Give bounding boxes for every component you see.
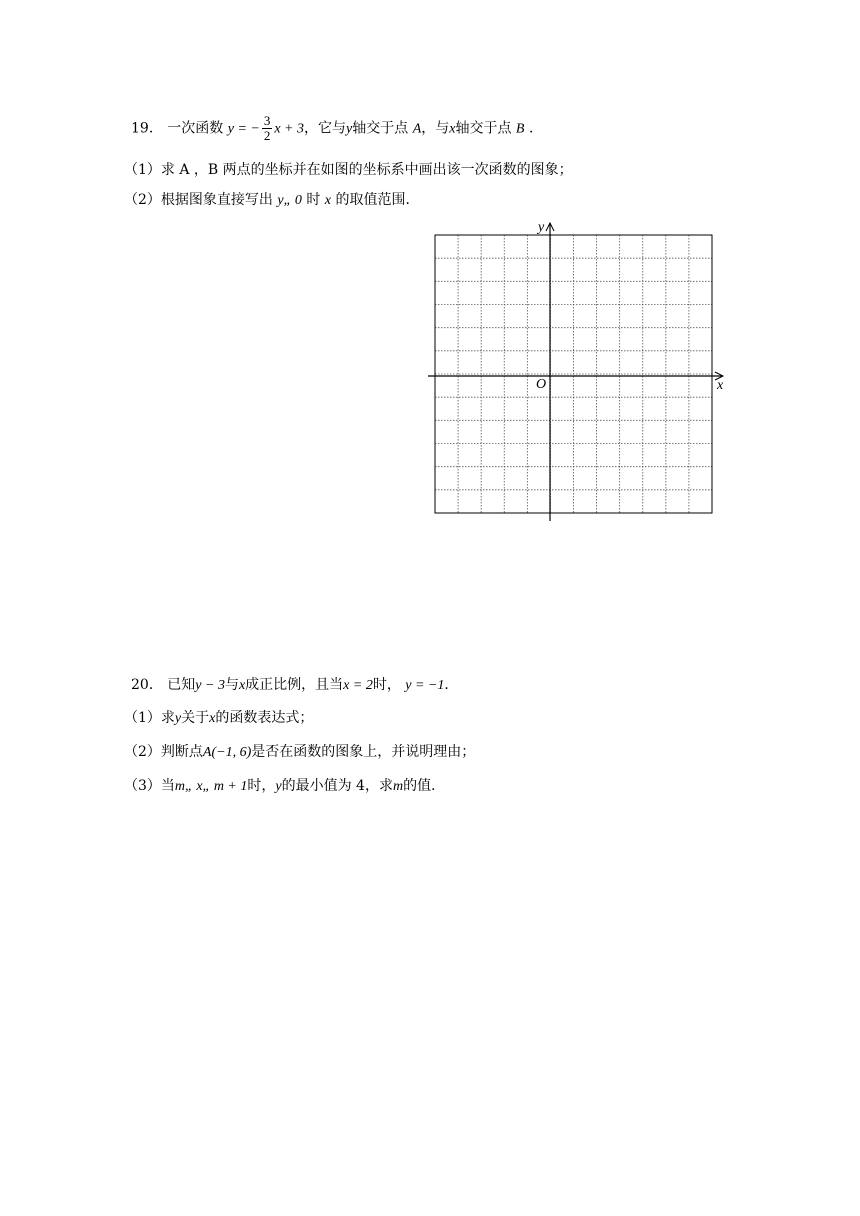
part-2-variable: x (324, 193, 331, 208)
part-2-condition: y„ 0 (277, 193, 302, 208)
x-axis-label: x (717, 378, 724, 393)
part-3-mid: 时， (247, 778, 276, 794)
origin-label: O (536, 377, 547, 392)
part-3-range: m„ x„ m + 1 (174, 779, 248, 794)
problem-number: 20． (131, 677, 163, 693)
y-axis-label: y (538, 220, 545, 235)
fraction-numerator: 3 (263, 113, 271, 128)
problem-19-statement (131, 114, 543, 143)
part-1-text: （1）求 A ，B 两点的坐标并在如图的坐标系中画出该一次函数的图象； (124, 162, 573, 178)
intro-text: 一次函数 (167, 120, 224, 137)
part-1-suffix: 的函数表达式； (215, 710, 314, 726)
part-3-var-m: m (392, 779, 404, 794)
text-end: ． (444, 677, 459, 693)
text-mid-2: 成正比例，且当 (245, 677, 344, 693)
problem-19-part-1 (124, 160, 573, 180)
problem-20-part-1 (124, 708, 313, 729)
part-2-prefix: （2）根据图象直接写出 (124, 192, 273, 208)
major-grid-lines (435, 235, 712, 513)
var-y: y (346, 121, 353, 137)
text-after-y: 轴交于点 (352, 120, 409, 137)
part-1-var-y: y (174, 711, 182, 726)
part-1-prefix: （1）求 (124, 710, 175, 726)
problem-number: 19． (131, 120, 163, 137)
coordinate-grid-svg (426, 218, 731, 528)
part-1-mid: 关于 (181, 710, 210, 726)
part-3-var-y: y (275, 779, 282, 794)
fraction (262, 114, 273, 143)
part-2-mid: 时 (306, 192, 321, 208)
part-2-prefix: （2）判断点 (124, 744, 203, 760)
text-mid-1: 与 (224, 677, 239, 693)
part-1-var-x: x (209, 711, 216, 726)
part-3-mid-2: 的最小值为 4，求 (281, 778, 393, 794)
problem-20-part-3 (124, 776, 445, 797)
fraction-denominator: 2 (263, 128, 271, 143)
function-lhs: y = − (227, 121, 260, 137)
problem-20-statement (131, 675, 458, 696)
text-after-x: 轴交于点 (455, 120, 512, 137)
problem-20-part-2 (124, 742, 475, 763)
function-rhs: x + 3 (274, 121, 305, 137)
text-mid-3: 时， (372, 677, 401, 693)
text-pre: 已知 (167, 677, 196, 693)
part-3-prefix: （3）当 (124, 778, 175, 794)
part-2-suffix: 是否在函数的图象上，并说明理由； (251, 744, 476, 760)
text-after-function: ，它与 (304, 120, 347, 137)
text-end: ． (528, 120, 543, 137)
var-x: x (449, 121, 456, 137)
value: y = −1 (405, 678, 445, 693)
point-b: B (515, 121, 525, 137)
part-3-suffix: 的值． (403, 778, 446, 794)
coordinate-grid-figure (426, 218, 731, 528)
condition: x = 2 (343, 678, 373, 693)
part-2-suffix: 的取值范围． (335, 192, 420, 208)
point-a: A (412, 121, 422, 137)
expression-1: y − 3 (195, 678, 225, 693)
problem-19-part-2 (124, 190, 419, 211)
var-x: x (238, 678, 246, 693)
text-comma: ，与 (421, 120, 450, 137)
part-2-point: A(−1, 6) (202, 745, 252, 760)
